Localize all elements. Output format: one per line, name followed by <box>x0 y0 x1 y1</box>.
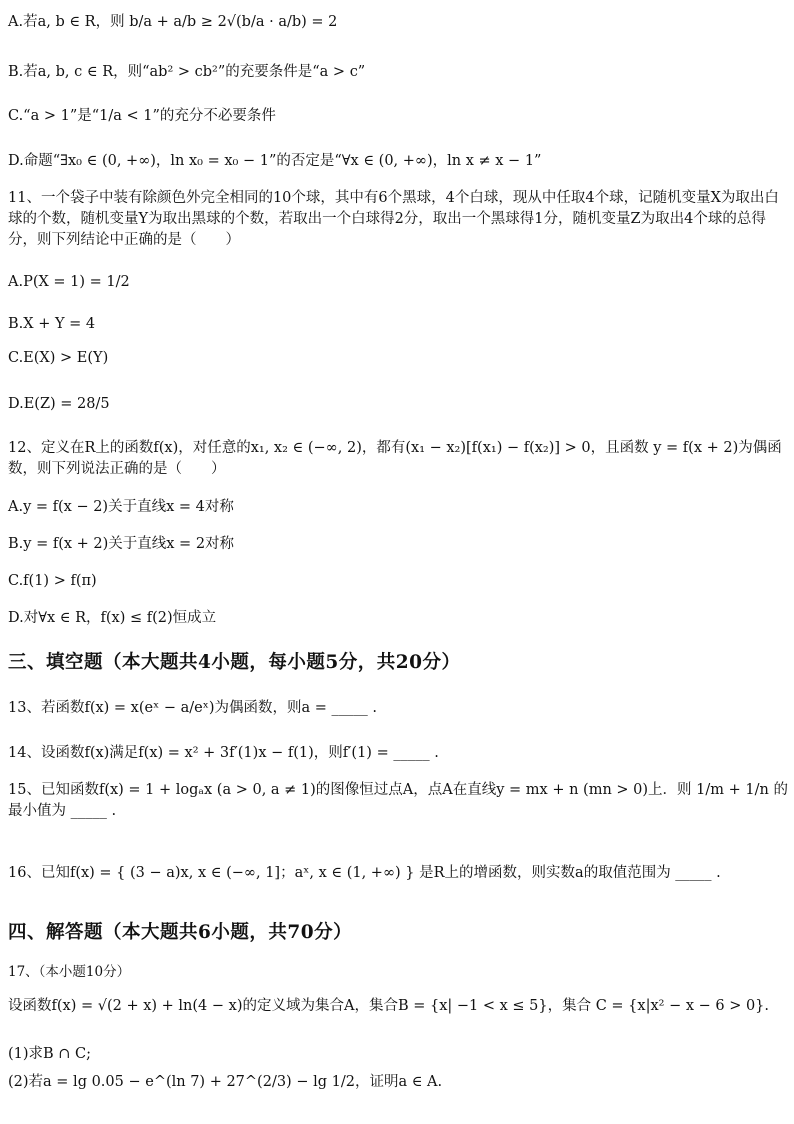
q11-stem: 11、一个袋子中装有除颜色外完全相同的10个球，其中有6个黑球，4个白球，现从中任取4个球，记随机变量X为取出白球的个数，随机变量Y为取出黑球的个数，若取出一个白球得2分，取出一个黑球得1分，随机变量Z为取出4个球的总得分，则下列结论中正确的是（ ） <box>8 190 779 248</box>
q10-option-c: C.“a > 1”是“1/a < 1”的充分不必要条件 <box>8 108 276 124</box>
q15: 15、已知函数f(x) = 1 + logₐx (a > 0, a ≠ 1)的图像恒过点A，点A在直线y = mx + n (mn > 0)上．则 1/m + 1/n 的最小值为 _____ . <box>8 782 788 819</box>
q10-option-d: D.命题“∃x₀ ∈ (0, +∞)，ln x₀ = x₀ − 1”的否定是“∀x ∈ (0, +∞)，ln x ≠ x − 1” <box>8 153 542 169</box>
q17-header: 17、（本小题10分） <box>8 964 131 980</box>
section-fill-in-title: 三、填空题（本大题共4小题，每小题5分，共20分） <box>8 652 461 673</box>
q10-option-b: B.若a, b, c ∈ R，则“ab² > cb²”的充要条件是“a > c” <box>8 64 366 80</box>
q12-option-d: D.对∀x ∈ R，f(x) ≤ f(2)恒成立 <box>8 610 217 626</box>
q17-part2: (2)若a = lg 0.05 − e^(ln 7) + 27^(2/3) − lg 1/2，证明a ∈ A. <box>8 1074 443 1090</box>
q10-option-a: A.若a, b ∈ R，则 b/a + a/b ≥ 2√(b/a · a/b) = 2 <box>8 14 338 30</box>
q12-option-c: C.f(1) > f(π) <box>8 573 97 589</box>
q16: 16、已知f(x) = { (3 − a)x, x ∈ (−∞, 1]；aˣ, x ∈ (1, +∞) } 是R上的增函数，则实数a的取值范围为 _____ . <box>8 865 721 881</box>
q14: 14、设函数f(x)满足f(x) = x² + 3f′(1)x − f(1)，则f′(1) = _____ . <box>8 745 439 761</box>
q11-option-d: D.E(Z) = 28/5 <box>8 396 110 412</box>
q12-option-a: A.y = f(x − 2)关于直线x = 4对称 <box>8 499 234 515</box>
q13: 13、若函数f(x) = x(eˣ − a/eˣ)为偶函数，则a = _____ . <box>8 700 377 716</box>
q12-option-b: B.y = f(x + 2)关于直线x = 2对称 <box>8 536 235 552</box>
q11-option-c: C.E(X) > E(Y) <box>8 350 109 366</box>
q11-option-a: A.P(X = 1) = 1/2 <box>8 274 130 290</box>
q17-stem: 设函数f(x) = √(2 + x) + ln(4 − x)的定义域为集合A，集合B = {x| −1 < x ≤ 5}，集合 C = {x|x² − x − 6 > 0}. <box>8 998 770 1014</box>
q17-part1: (1)求B ∩ C; <box>8 1046 92 1062</box>
section-solution-title: 四、解答题（本大题共6小题，共70分） <box>8 922 353 943</box>
q12-stem: 12、定义在R上的函数f(x)，对任意的x₁, x₂ ∈ (−∞, 2)，都有(x₁ − x₂)[f(x₁) − f(x₂)] > 0，且函数 y = f(x + 2)为偶函数，则下列说法正确的是（ ） <box>8 440 782 477</box>
q11-option-b: B.X + Y = 4 <box>8 316 96 332</box>
